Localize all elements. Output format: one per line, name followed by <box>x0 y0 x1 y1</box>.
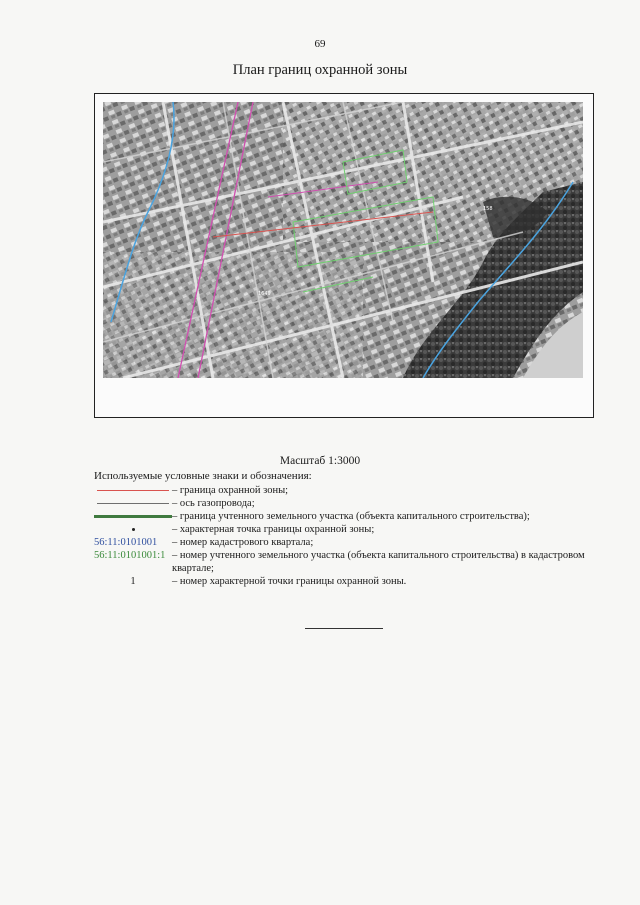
legend-text: – номер кадастрового квартала; <box>172 537 314 548</box>
parcel-number-code: 56:11:0101001:1 <box>94 550 166 561</box>
scale-label: Масштаб 1:3000 <box>279 455 361 467</box>
legend-text: – номер характерной точки границы охранной зоны. <box>172 576 407 587</box>
legend-row-parcel-number <box>94 549 594 575</box>
green-line-symbol <box>94 510 172 523</box>
legend-row-protection-zone <box>94 484 594 497</box>
map-frame <box>94 93 594 418</box>
legend <box>94 484 594 588</box>
legend-text: – граница охранной зоны; <box>172 485 289 496</box>
svg-text:158: 158 <box>483 206 493 212</box>
aerial-map-image <box>103 102 583 378</box>
footer-divider <box>305 628 383 629</box>
legend-row-characteristic-point <box>94 523 594 536</box>
legend-row-pipeline-axis <box>94 497 594 510</box>
legend-text: – ось газопровода; <box>172 498 255 509</box>
legend-row-point-number <box>94 575 594 588</box>
legend-header: Используемые условные знаки и обозначения: <box>94 470 312 482</box>
legend-row-cadastral-quarter <box>94 536 594 549</box>
point-number-code: 1 <box>130 576 136 587</box>
dot-symbol <box>94 523 172 536</box>
page-number: 69 <box>314 38 326 50</box>
gray-line-symbol <box>94 497 172 510</box>
page-title: План границ охранной зоны <box>232 62 408 78</box>
legend-row-parcel-boundary <box>94 510 594 523</box>
legend-text: – граница учтенного земельного участка (объекта капитального строительства); <box>172 511 530 522</box>
legend-text: – характерная точка границы охранной зоны; <box>172 524 375 535</box>
red-line-symbol <box>94 484 172 497</box>
cadastral-quarter-code: 56:11:0101001 <box>94 537 158 548</box>
svg-text:1649: 1649 <box>258 291 271 297</box>
legend-text: – номер учтенного земельного участка (объекта капитального строительства) в кадастровом квартале; <box>172 550 585 574</box>
aerial-map-drawing <box>103 102 583 378</box>
